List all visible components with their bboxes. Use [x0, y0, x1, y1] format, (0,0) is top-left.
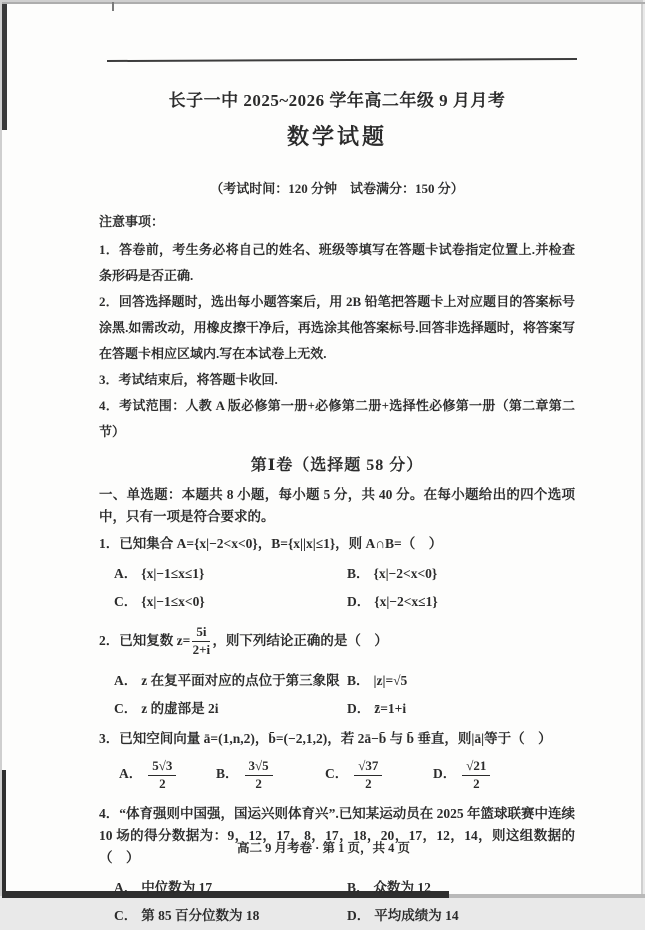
question-2-option-c: [114, 695, 347, 723]
option-label: A．: [114, 880, 138, 895]
question-2-option-d: [347, 695, 575, 723]
question-2-stem: [99, 620, 575, 662]
page-footer: 高二 9 月考卷 · 第 1 页，共 4 页: [237, 841, 410, 855]
question-3-option-b: [216, 759, 325, 792]
option-text: 中位数为 17: [141, 880, 213, 895]
question-4-option-c: [114, 902, 347, 930]
question-4-stem: 4．“体育强则中国强，国运兴则体育兴”.已知某运动员在 2025 年篮球联赛中连续 10 场的得分数据为：9，12，17，8，17，18，20，17，12，14，则这组数据的（ ）: [99, 806, 575, 865]
fraction: [245, 759, 273, 792]
fraction-denominator: 2: [365, 775, 372, 791]
question-2: [99, 620, 575, 723]
question-4-option-d: [347, 902, 575, 930]
option-text: {x|−2<x<0}: [373, 566, 438, 581]
notice-item-3: 3．考试结束后，将答题卡收回.: [99, 372, 278, 387]
notice-item-2: 2．回答选择题时，选出每小题答案后，用 2B 铅笔把答题卡上对应题目的答案标号涂黑.如需改动，用橡皮擦干净后，再选涂其他答案标号.回答非选择题时，将答案写在答题卡相应区域内.写在本试卷上无效.: [99, 294, 575, 361]
fraction-numerator: √21: [462, 759, 490, 776]
option-label: A．: [114, 566, 138, 581]
question-3-options: [99, 752, 575, 798]
fraction-numerator: 5i: [192, 625, 210, 642]
option-label: D．: [347, 701, 371, 716]
option-label: B．: [347, 880, 370, 895]
question-1-option-b: [347, 560, 575, 588]
question-2-options: [99, 667, 575, 723]
question-1-options: [99, 560, 575, 616]
option-text: z 在复平面对应的点位于第三象限: [141, 673, 340, 688]
question-2-option-a: [114, 667, 347, 695]
option-label: D．: [347, 594, 371, 609]
question-3-stem: 3．已知空间向量 ā=(1,n,2)，b̄=(−2,1,2)，若 2ā−b̄ 与 b̄ 垂直，则|ā|等于（ ）: [99, 731, 552, 746]
option-text: z 的虚部是 2i: [141, 701, 219, 716]
question-1-option-a: [114, 560, 347, 588]
fraction: [354, 759, 382, 792]
fraction-denominator: 2: [473, 775, 480, 791]
page-content: [2, 2, 641, 930]
question-4: [99, 803, 575, 930]
option-label: C．: [114, 701, 138, 716]
question-2-option-b: [347, 667, 575, 695]
fraction: [462, 759, 490, 792]
fraction-numerator: 3√5: [245, 759, 273, 776]
fraction-denominator: 2: [255, 775, 262, 791]
option-text: 众数为 12: [373, 880, 431, 895]
question-3-option-d: [433, 759, 575, 792]
option-text: |z|=√5: [373, 673, 408, 688]
stem-text: 2．已知复数 z=: [99, 633, 191, 648]
exam-title: 长子一中 2025~2026 学年高二年级 9 月月考: [168, 91, 506, 110]
question-4-option-b: [347, 874, 575, 902]
option-text: 平均成绩为 14: [374, 908, 459, 923]
fraction-numerator: √37: [354, 759, 382, 776]
option-label: A．: [119, 766, 143, 782]
option-text: z̄=1+i: [374, 701, 407, 716]
option-text: 第 85 百分位数为 18: [141, 908, 260, 923]
question-3-option-a: [119, 759, 216, 792]
option-label: B．: [216, 766, 239, 782]
option-text: {x|−1≤x≤1}: [141, 566, 205, 581]
question-1-stem: 1．已知集合 A={x|−2<x<0}，B={x||x|≤1}，则 A∩B=（ ）: [99, 536, 443, 551]
notice-title: 注意事项：: [99, 214, 165, 229]
part-1-header: 一、单选题：本题共 8 小题，每小题 5 分，共 40 分。在每小题给出的四个选项中，只有一项是符合要求的。: [99, 487, 575, 524]
option-text: {x|−2<x≤1}: [374, 594, 438, 609]
option-label: C．: [114, 908, 138, 923]
question-1-option-d: [347, 588, 575, 616]
option-label: D．: [347, 908, 371, 923]
subject-title: 数学试题: [286, 124, 387, 149]
question-4-option-a: [114, 874, 347, 902]
notice-item-4: 4．考试范围：人教 A 版必修第一册+必修第二册+选择性必修第一册（第二章第二节）: [99, 398, 575, 439]
option-label: A．: [114, 673, 138, 688]
stem-text: ，则下列结论正确的是（ ）: [212, 633, 388, 648]
question-3-option-c: [325, 759, 433, 792]
fraction: [192, 625, 210, 658]
exam-info: （考试时间：120 分钟 试卷满分：150 分）: [210, 181, 464, 196]
fraction: [148, 759, 176, 792]
option-label: C．: [114, 594, 138, 609]
question-3: [99, 728, 575, 798]
option-label: B．: [347, 673, 370, 688]
option-text: {x|−1≤x<0}: [141, 594, 205, 609]
fraction-numerator: 5√3: [148, 759, 176, 776]
question-1: [99, 533, 575, 616]
option-label: C．: [325, 766, 349, 782]
section-1-title: 第Ⅰ卷（选择题 58 分）: [250, 457, 424, 474]
question-1-option-c: [114, 588, 347, 616]
fraction-denominator: 2+i: [192, 642, 211, 658]
fraction-denominator: 2: [159, 775, 166, 791]
question-4-options: [99, 874, 575, 930]
option-label: D．: [433, 766, 457, 782]
notice-item-1: 1．答卷前，考生务必将自己的姓名、班级等填写在答题卡试卷指定位置上.并检查条形码是否正确.: [99, 242, 575, 283]
option-label: B．: [347, 566, 370, 581]
